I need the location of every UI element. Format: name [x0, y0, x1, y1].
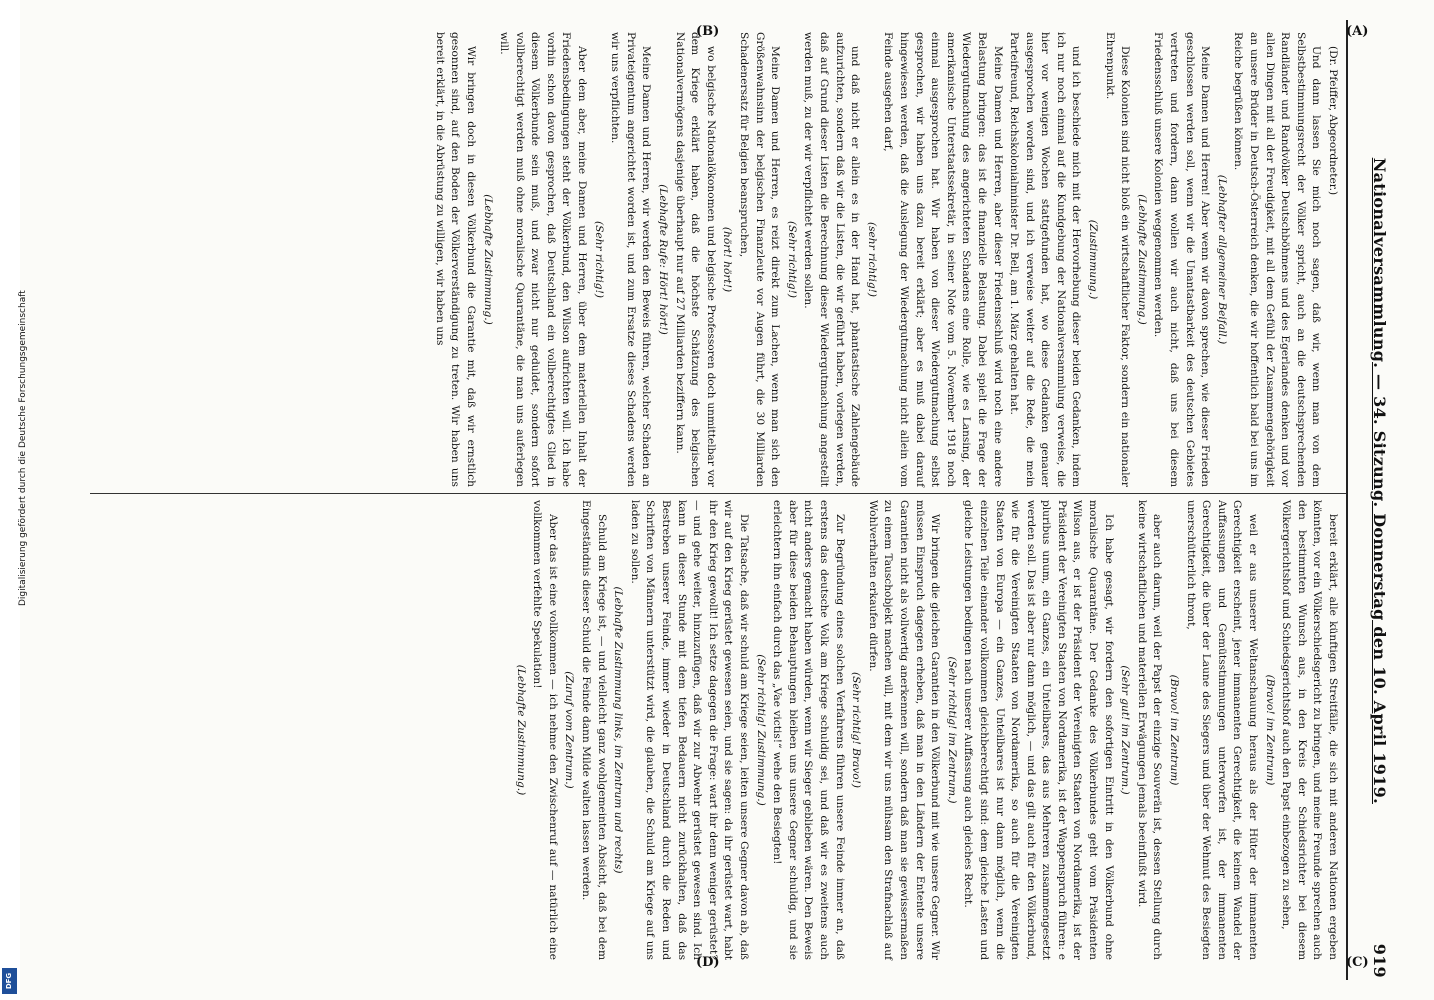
interjection: (Zustimmung.)	[1087, 219, 1100, 300]
interjection: (Sehr richtig! Bravo!)	[850, 671, 863, 789]
paragraph: wo belgische Nationalökonomen und belgische Professoren doch unmittelbar vor dem Kriege erklärt haben, daß die höchste Schätzung des belgischen Nationalvermögens dasjenige überhaupt nur auf 27 Milliarden beziffern kann.	[673, 32, 717, 487]
paragraph: Diese Kolonien sind nicht bloß ein wirtschaftlicher Faktor, sondern ein nationaler Ehrenpunkt.	[1103, 32, 1132, 487]
interjection: (hört! hört!)	[721, 226, 734, 293]
interjection: (Lebhafte Rufe: Hört! hört!)	[657, 184, 670, 335]
paragraph: Meine Damen und Herren, wir werden den Beweis führen, welcher Schaden an Privateigentum angerichtet worden ist, und zum Ersatze dieses Schadens werden wir uns verpflichten.	[609, 32, 653, 487]
margin-marker-d: (D)	[696, 955, 720, 970]
paragraph: und ich beschiede mich mit der Hervorhebung dieser beiden Gedanken, indem ich nur noch einmal auf die Kundgebung der Nationalversammlung verweise, die hier vor wenigen Wochen stattgefunden hat, wo diese Gedanken genauer ausgesprochen worden sind, und ich verweise weiter auf die Rede, die mein Parteifreund, Reichskolonialminister Dr. Bell, am 1. März gehalten hat.	[1008, 32, 1083, 487]
paragraph: bereit erklärt, alle künftigen Streitfälle, die sich mit anderen Nationen ergeben könnten, vor ein Völkerschiedsgericht zu bringen, und meine Freunde sprechen auch den bestimmten Wunsch aus, in den Kreis der Schiedsrichter bei diesem Völkergerichtshof und Schiedsgerichtshof auch den Papst einbezogen zu sehen,	[1280, 500, 1339, 960]
paragraph: Aber dem aber, meine Damen und Herren, über dem materiellen Inhalt der Friedensbedingungen steht der Völkerbund, den Wilson aufrichten will. Ich habe vorhin schon davon gesprochen, daß Deutschland ein vollberechtigtes Glied in diesem Völkerbunde sein muß, und zwar nicht nur geduldet, sondern sofort vollberechtigt werden muß ohne moralische Quarantäne, die man uns auferlegen will.	[498, 32, 589, 487]
margin-marker-a: (A)	[1346, 24, 1369, 39]
paragraph: (Dr. Pfeiffer, Abgeordneter.)	[1327, 46, 1339, 196]
interjection: (Sehr richtig!)	[785, 221, 798, 298]
paragraph: Meine Damen und Herren, aber dieser Friedensschluß wird noch eine andere Belastung bringen: das ist die finanzielle Belastung. Dabei spielt die Frage der Wiedergutmachung des angerichteten Schadens eine Rolle, wie es Lansing, der amerikanische Unterstaatssekretär, in seiner Note vom 5. November 1918 noch einmal ausgesprochen hat. Wir haben von dieser Wiedergutmachung selbst gesprochen, wir haben uns dazu bereit erklärt; aber es muß dabei darauf hingewiesen werden, daß die Auslegung der Wiedergutmachung nicht allein vom Feinde ausgehen darf,	[882, 32, 1004, 487]
interjection: (Sehr richtig!)	[592, 221, 605, 298]
paragraph: Die Tatsache, daß wir schuld am Kriege seien, leiten unsere Gegner davon ab, daß wir auf den Krieg gerüstet gewesen seien, und sie sagen: da ihr gerüstet wart, habt ihr den Krieg gewollt! Ich setze dagegen die Frage: wart ihr denn weniger gerüstet? — und gehe weiter, hinzuzufügen, daß wir zur Abwehr gerüstet gewesen sind. Ich kann in dieser Stunde mit dem tiefen Bedauern nicht zurückhalten, daß das Bestreben unserer Feinde, immer wieder in Deutschland durch die Reden und Schriften von Männern unterstützt wird, die glauben, die Schuld am Kriege auf uns laden zu sollen.	[628, 500, 751, 960]
margin-marker-c: (C)	[1346, 955, 1369, 970]
interjection: (Lebhafte Zustimmung.)	[1135, 194, 1148, 325]
interjection: (Sehr gut! im Zentrum.)	[1119, 665, 1132, 795]
interjection: (Bravo! im Zentrum)	[1168, 674, 1181, 786]
page-number: 919	[1370, 943, 1390, 978]
paragraph: Wir bringen die gleichen Garantien in den Völkerbund mit wie unsere Gegner. Wir müssen Einspruch dagegen erheben, daß man in den Ländern der Entente unsere Garantien nicht als vollwertig anerkennen will, sondern daß man sie gewissermaßen zu einem Tauschobjekt machen will, mit dem wir uns mühsam den Strafnachlaß auf Wohlverhalten erkaufen dürfen.	[866, 500, 942, 960]
paragraph: Ich habe gesagt, wir fordern den sofortigen Eintritt in den Völkerbund ohne moralische Quarantäne. Der Gedanke des Völkerbundes geht vom Präsidenten Wilson aus, er ist der Präsident der Vereinigten Staaten von Nordamerika, ist der Präsident der Vereinigten Staaten von Nordamerika, ist der Wappenspruch führen: e pluribus unum, ein Ganzes, ein Unteilbares, das aus Mehreren zusammengesetzt werden soll. Das ist aber nur dann möglich, — und das gilt auch für den Völkerbund, wie für die Vereinigten Staaten von Nordamerika, so auch für die Vereinigten Staaten von Europa — ein Ganzes, Unteilbares ist nur dann möglich, wenn die einzelnen Teile einander vollkommen gleichberechtigt sind: dem gleiche Lasten und gleiche Leistungen bedingen nach unserer Auffassung auch gleiches Recht.	[962, 500, 1115, 960]
interjection: (Zuruf vom Zentrum.)	[563, 671, 576, 789]
paragraph: Meine Damen und Herren, es reizt direkt zum Lachen, wenn man sich den Größenwahnsinn der belgischen Finanzleute vor Augen führt, die 30 Milliarden Schadenersatz für Belgien beanspruchen,	[738, 32, 782, 487]
interjection: (Lebhafter allgemeiner Beifall.)	[1215, 174, 1228, 345]
page-header	[1365, 18, 1395, 978]
paragraph: Meine Damen und Herren! Aber wenn wir davon sprechen, wie dieser Frieden geschlossen werden soll, wenn wir die Unantastbarkeit des deutschen Gebietes vertreten und fordern, dann wollen wir auch nicht, daß uns bei diesem Friedensschluß unsere Kolonien weggenommen werden.	[1152, 32, 1212, 487]
text-column-right	[95, 500, 1340, 960]
text-column-left	[95, 32, 1340, 487]
paragraph: Schuld am Kriege ist, — und vielleicht ganz wohlgemeinten Absicht, daß bei dem Eingeständnis dieser Schuld die Feinde dann Milde walten lassen werden.	[580, 500, 608, 960]
column-divider	[90, 493, 1346, 494]
digitization-note: Digitalisierung gefördert durch die Deutsche Forschungsgemeinschaft	[18, 290, 28, 606]
interjection: (Lebhafte Zustimmung.)	[481, 194, 494, 325]
paragraph: Aber das ist eine vollkommen — ich nehme den Zwischenruf auf — natürlich eine vollkommen verfehlte Spekulation!	[531, 500, 559, 960]
paragraph: Zur Begründung eines solchen Verfahrens führen unsere Feinde immer an, daß erstens das deutsche Volk am Kriege schuldig sei, und daß wir es zweitens auch nicht anders gemacht haben würden, wenn wir Sieger geblieben wären. Den Beweis aber für diese beiden Behauptungen bleiben uns unsere Gegner schuldig, und sie erleichtern ihn einfach durch das „Vae victis!“ wehe den Besiegten!	[771, 500, 846, 960]
paragraph: weil er aus unserer Weltanschauung heraus als der Hüter der immanenten Gerechtigkeit erscheint, jener immanenten Gerechtigkeit, die keinem Wandel der Auffassungen und Gemütsstimmungen unterworfen ist, der immanenten Gerechtigkeit, die über der Laune des Siegers und über der Wehmut des Besiegten unerschütterlich thront,	[1184, 500, 1260, 960]
interjection: (Bravo! im Zentrum)	[1263, 674, 1276, 786]
page-title: Nationalversammlung. — 34. Sitzung. Donnerstag den 10. April 1919.	[1370, 157, 1390, 804]
margin-marker-b: (B)	[696, 24, 720, 39]
paragraph: aber auch darum, weil der Papst der einzige Souverän ist, dessen Stellung durch keine wirtschaftlichen und materiellen Erwägungen jemals beeinflußt wird.	[1135, 500, 1164, 960]
paragraph: Wir bringen doch in diesen Völkerbund die Garantie mit, daß wir ernstlich gesonnen sind, auf den Boden der Völkerverständigung zu treten. Wir haben uns bereit erklärt, in die Abrüstung zu willigen, wir haben uns	[433, 32, 477, 487]
digitization-strip	[0, 0, 28, 1000]
header-rule	[1346, 20, 1348, 980]
interjection: (Lebhafte Zustimmung.)	[514, 664, 527, 796]
interjection: (Lebhafte Zustimmung links, im Zentrum und rechts)	[612, 586, 625, 874]
dfg-logo: DFG	[2, 968, 17, 994]
interjection: (Sehr richtig! Zustimmung.)	[754, 654, 767, 806]
paragraph: Und dann lassen Sie mich noch sagen, daß wir, wenn man von dem Selbstbestimmungsrecht der Völker spricht, auch an die deutschsprechenden Randländer und Randvölker Deutschböhmens und des Egerlandes denken und vor allen Dingen mit all der Freudigkeit, mit all dem Gefühl der Zusammengehörigkeit an unsere Brüder in Deutsch-Österreich denken, die wir hoffentlich bald bei uns im Reiche begrüßen können.	[1232, 32, 1323, 487]
interjection: (Sehr richtig! im Zentrum.)	[945, 656, 958, 804]
interjection: (sehr richtig!)	[865, 221, 878, 298]
paragraph: und daß nicht er allein es in der Hand hat, phantastische Zahlengebäude aufzurichten, sondern daß wir die Listen, die wir geführt haben, vorlegen werden, daß auf Grund dieser Listen die Berechnung dieser Wiedergutmachung angestellt werden muß, zu der wir verpflichtet werden sollen.	[802, 32, 862, 487]
